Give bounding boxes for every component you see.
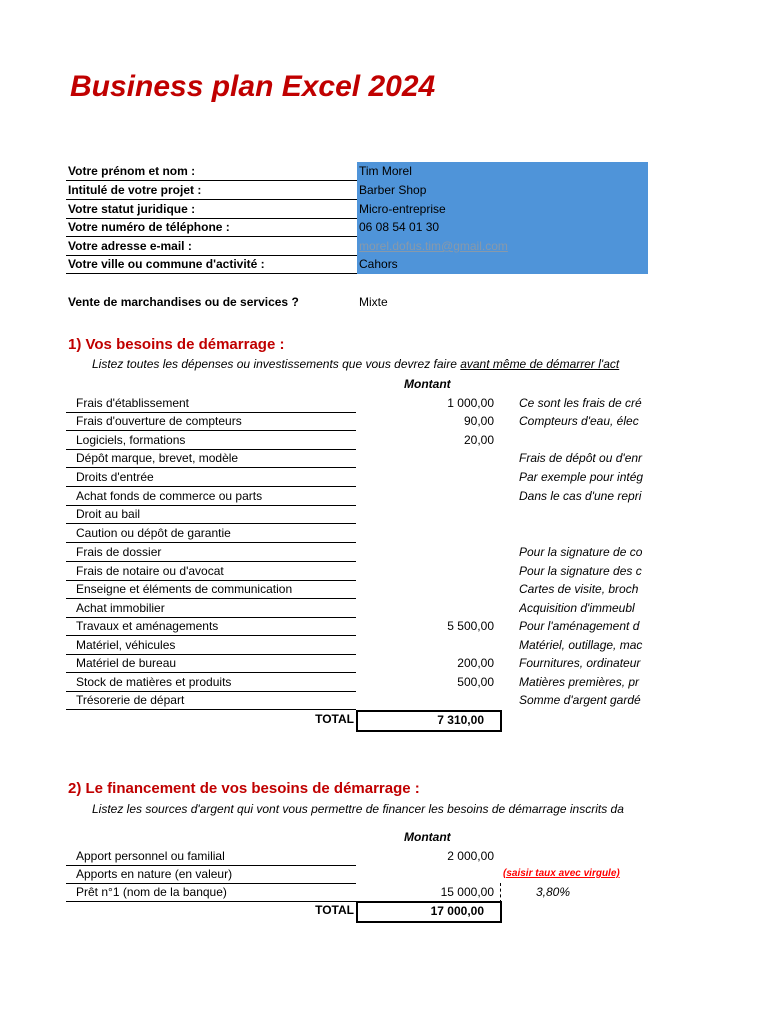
- info-row-name: [66, 162, 646, 180]
- rate-hint: (saisir taux avec virgule): [503, 868, 620, 879]
- project-field[interactable]: Barber Shop: [357, 181, 648, 200]
- amount-cell[interactable]: [366, 599, 494, 617]
- row-label: Frais de notaire ou d'avocat: [66, 562, 356, 581]
- row-label: Achat fonds de commerce ou parts: [66, 487, 356, 506]
- table-row: [66, 505, 646, 523]
- amount-cell[interactable]: [366, 691, 494, 709]
- amount-cell[interactable]: 200,00: [457, 656, 494, 670]
- row-label: Travaux et aménagements: [66, 617, 356, 636]
- table-row: [66, 617, 646, 635]
- amount-cell[interactable]: [366, 865, 494, 883]
- name-field[interactable]: Tim Morel: [357, 162, 648, 181]
- amount-cell[interactable]: 1 000,00: [447, 396, 494, 410]
- row-label: Achat immobilier: [66, 599, 356, 618]
- row-label: Matériel, véhicules: [66, 636, 356, 655]
- info-label: Votre adresse e-mail :: [66, 237, 358, 256]
- row-label: Dépôt marque, brevet, modèle: [66, 449, 356, 468]
- row-label: Droits d'entrée: [66, 468, 356, 487]
- info-label: Intitulé de votre projet :: [66, 181, 358, 200]
- page-title: Business plan Excel 2024: [70, 70, 436, 103]
- sales-type-label: Vente de marchandises ou de services ?: [68, 295, 299, 309]
- table-row: [66, 468, 646, 486]
- rate-value[interactable]: 3,80%: [536, 885, 571, 899]
- amount-cell[interactable]: [366, 524, 494, 542]
- row-label: Apport personnel ou familial: [66, 847, 356, 866]
- montant-header: Montant: [404, 377, 451, 391]
- note-cell: Acquisition d'immeubl: [519, 601, 635, 615]
- note-cell: Ce sont les frais de cré: [519, 396, 642, 410]
- city-field[interactable]: Cahors: [357, 255, 648, 274]
- amount-cell[interactable]: [366, 562, 494, 580]
- rate-divider: [500, 883, 502, 903]
- total-value: 17 000,00: [356, 901, 502, 923]
- email-field[interactable]: morel.dofus.tim@gmail.com: [357, 237, 648, 256]
- row-label: Frais d'ouverture de compteurs: [66, 412, 356, 431]
- row-label: Frais d'établissement: [66, 394, 356, 413]
- amount-cell[interactable]: [366, 468, 494, 486]
- table-row: [66, 562, 646, 580]
- amount-cell[interactable]: [366, 636, 494, 654]
- table-row: [66, 524, 646, 542]
- note-cell: Cartes de visite, broch: [519, 582, 639, 596]
- total-label: TOTAL: [315, 903, 354, 917]
- section-2-title: 2) Le financement de vos besoins de démarrage :: [68, 780, 420, 797]
- table-row: [66, 412, 646, 430]
- amount-cell[interactable]: 20,00: [463, 433, 494, 447]
- info-row-email: [66, 237, 646, 255]
- section-1-title: 1) Vos besoins de démarrage :: [68, 336, 285, 353]
- note-cell: Frais de dépôt ou d'enr: [519, 451, 643, 465]
- amount-cell[interactable]: [366, 505, 494, 523]
- info-row-status: [66, 200, 646, 218]
- subtitle-emphasis: avant même de démarrer l'act: [460, 357, 620, 371]
- amount-cell[interactable]: 500,00: [457, 675, 494, 689]
- table-row: [66, 543, 646, 561]
- table-row: [66, 691, 646, 709]
- section-1-subtitle: [92, 357, 646, 371]
- table-row: [66, 431, 646, 449]
- amount-cell[interactable]: [366, 487, 494, 505]
- table-row: [66, 673, 646, 691]
- note-cell: [519, 431, 646, 449]
- row-label: Apports en nature (en valeur): [66, 865, 356, 884]
- note-cell: Matières premières, pr: [519, 675, 640, 689]
- row-label: Frais de dossier: [66, 543, 356, 562]
- sales-type-value[interactable]: Mixte: [359, 295, 388, 309]
- table-row: [66, 636, 646, 654]
- row-label: Matériel de bureau: [66, 654, 356, 673]
- amount-cell[interactable]: 15 000,00: [440, 885, 494, 899]
- row-label: Caution ou dépôt de garantie: [66, 524, 356, 543]
- info-label: Votre statut juridique :: [66, 200, 358, 219]
- row-label: Logiciels, formations: [66, 431, 356, 450]
- table-row: [66, 580, 646, 598]
- table-row: [66, 394, 646, 412]
- phone-field[interactable]: 06 08 54 01 30: [357, 218, 648, 237]
- row-label: Droit au bail: [66, 505, 356, 524]
- note-cell: Pour la signature des c: [519, 564, 642, 578]
- table-row: [66, 599, 646, 617]
- info-row-city: [66, 255, 646, 273]
- row-label: Trésorerie de départ: [66, 691, 356, 710]
- table-row: [66, 487, 646, 505]
- subtitle-text: Listez toutes les dépenses ou investissements que vous devrez faire: [92, 357, 461, 371]
- note-cell: [519, 505, 646, 523]
- row-label: Enseigne et éléments de communication: [66, 580, 356, 599]
- note-cell: Dans le cas d'une repri: [519, 489, 642, 503]
- legal-status-field[interactable]: Micro-entreprise: [357, 200, 648, 219]
- note-cell: Pour la signature de co: [519, 545, 643, 559]
- note-cell: Matériel, outillage, mac: [519, 638, 643, 652]
- info-label: Votre numéro de téléphone :: [66, 218, 358, 237]
- amount-cell[interactable]: [366, 449, 494, 467]
- info-label: Votre prénom et nom :: [66, 162, 358, 181]
- info-row-project: [66, 181, 646, 199]
- amount-cell[interactable]: 2 000,00: [447, 849, 494, 863]
- montant-header: Montant: [404, 830, 451, 844]
- table-row: [66, 847, 646, 865]
- note-cell: [519, 524, 646, 542]
- table-row: [66, 654, 646, 672]
- amount-cell[interactable]: [366, 543, 494, 561]
- info-row-phone: [66, 218, 646, 236]
- amount-cell[interactable]: [366, 580, 494, 598]
- amount-cell[interactable]: 5 500,00: [447, 619, 494, 633]
- total-label: TOTAL: [315, 712, 354, 726]
- table-row: [66, 449, 646, 467]
- note-cell: Fournitures, ordinateur: [519, 656, 641, 670]
- note-cell: Somme d'argent gardé: [519, 693, 641, 707]
- total-value: 7 310,00: [356, 710, 502, 732]
- amount-cell[interactable]: 90,00: [463, 414, 494, 428]
- row-label: Stock de matières et produits: [66, 673, 356, 692]
- note-cell: Pour l'aménagement d: [519, 619, 640, 633]
- info-label: Votre ville ou commune d'activité :: [66, 255, 358, 274]
- row-label: Prêt n°1 (nom de la banque): [66, 883, 356, 902]
- note-cell: Compteurs d'eau, élec: [519, 414, 639, 428]
- note-cell: Par exemple pour intég: [519, 470, 644, 484]
- section-2-subtitle: Listez les sources d'argent qui vont vous permettre de financer les besoins de démarrage inscrits da: [92, 802, 624, 816]
